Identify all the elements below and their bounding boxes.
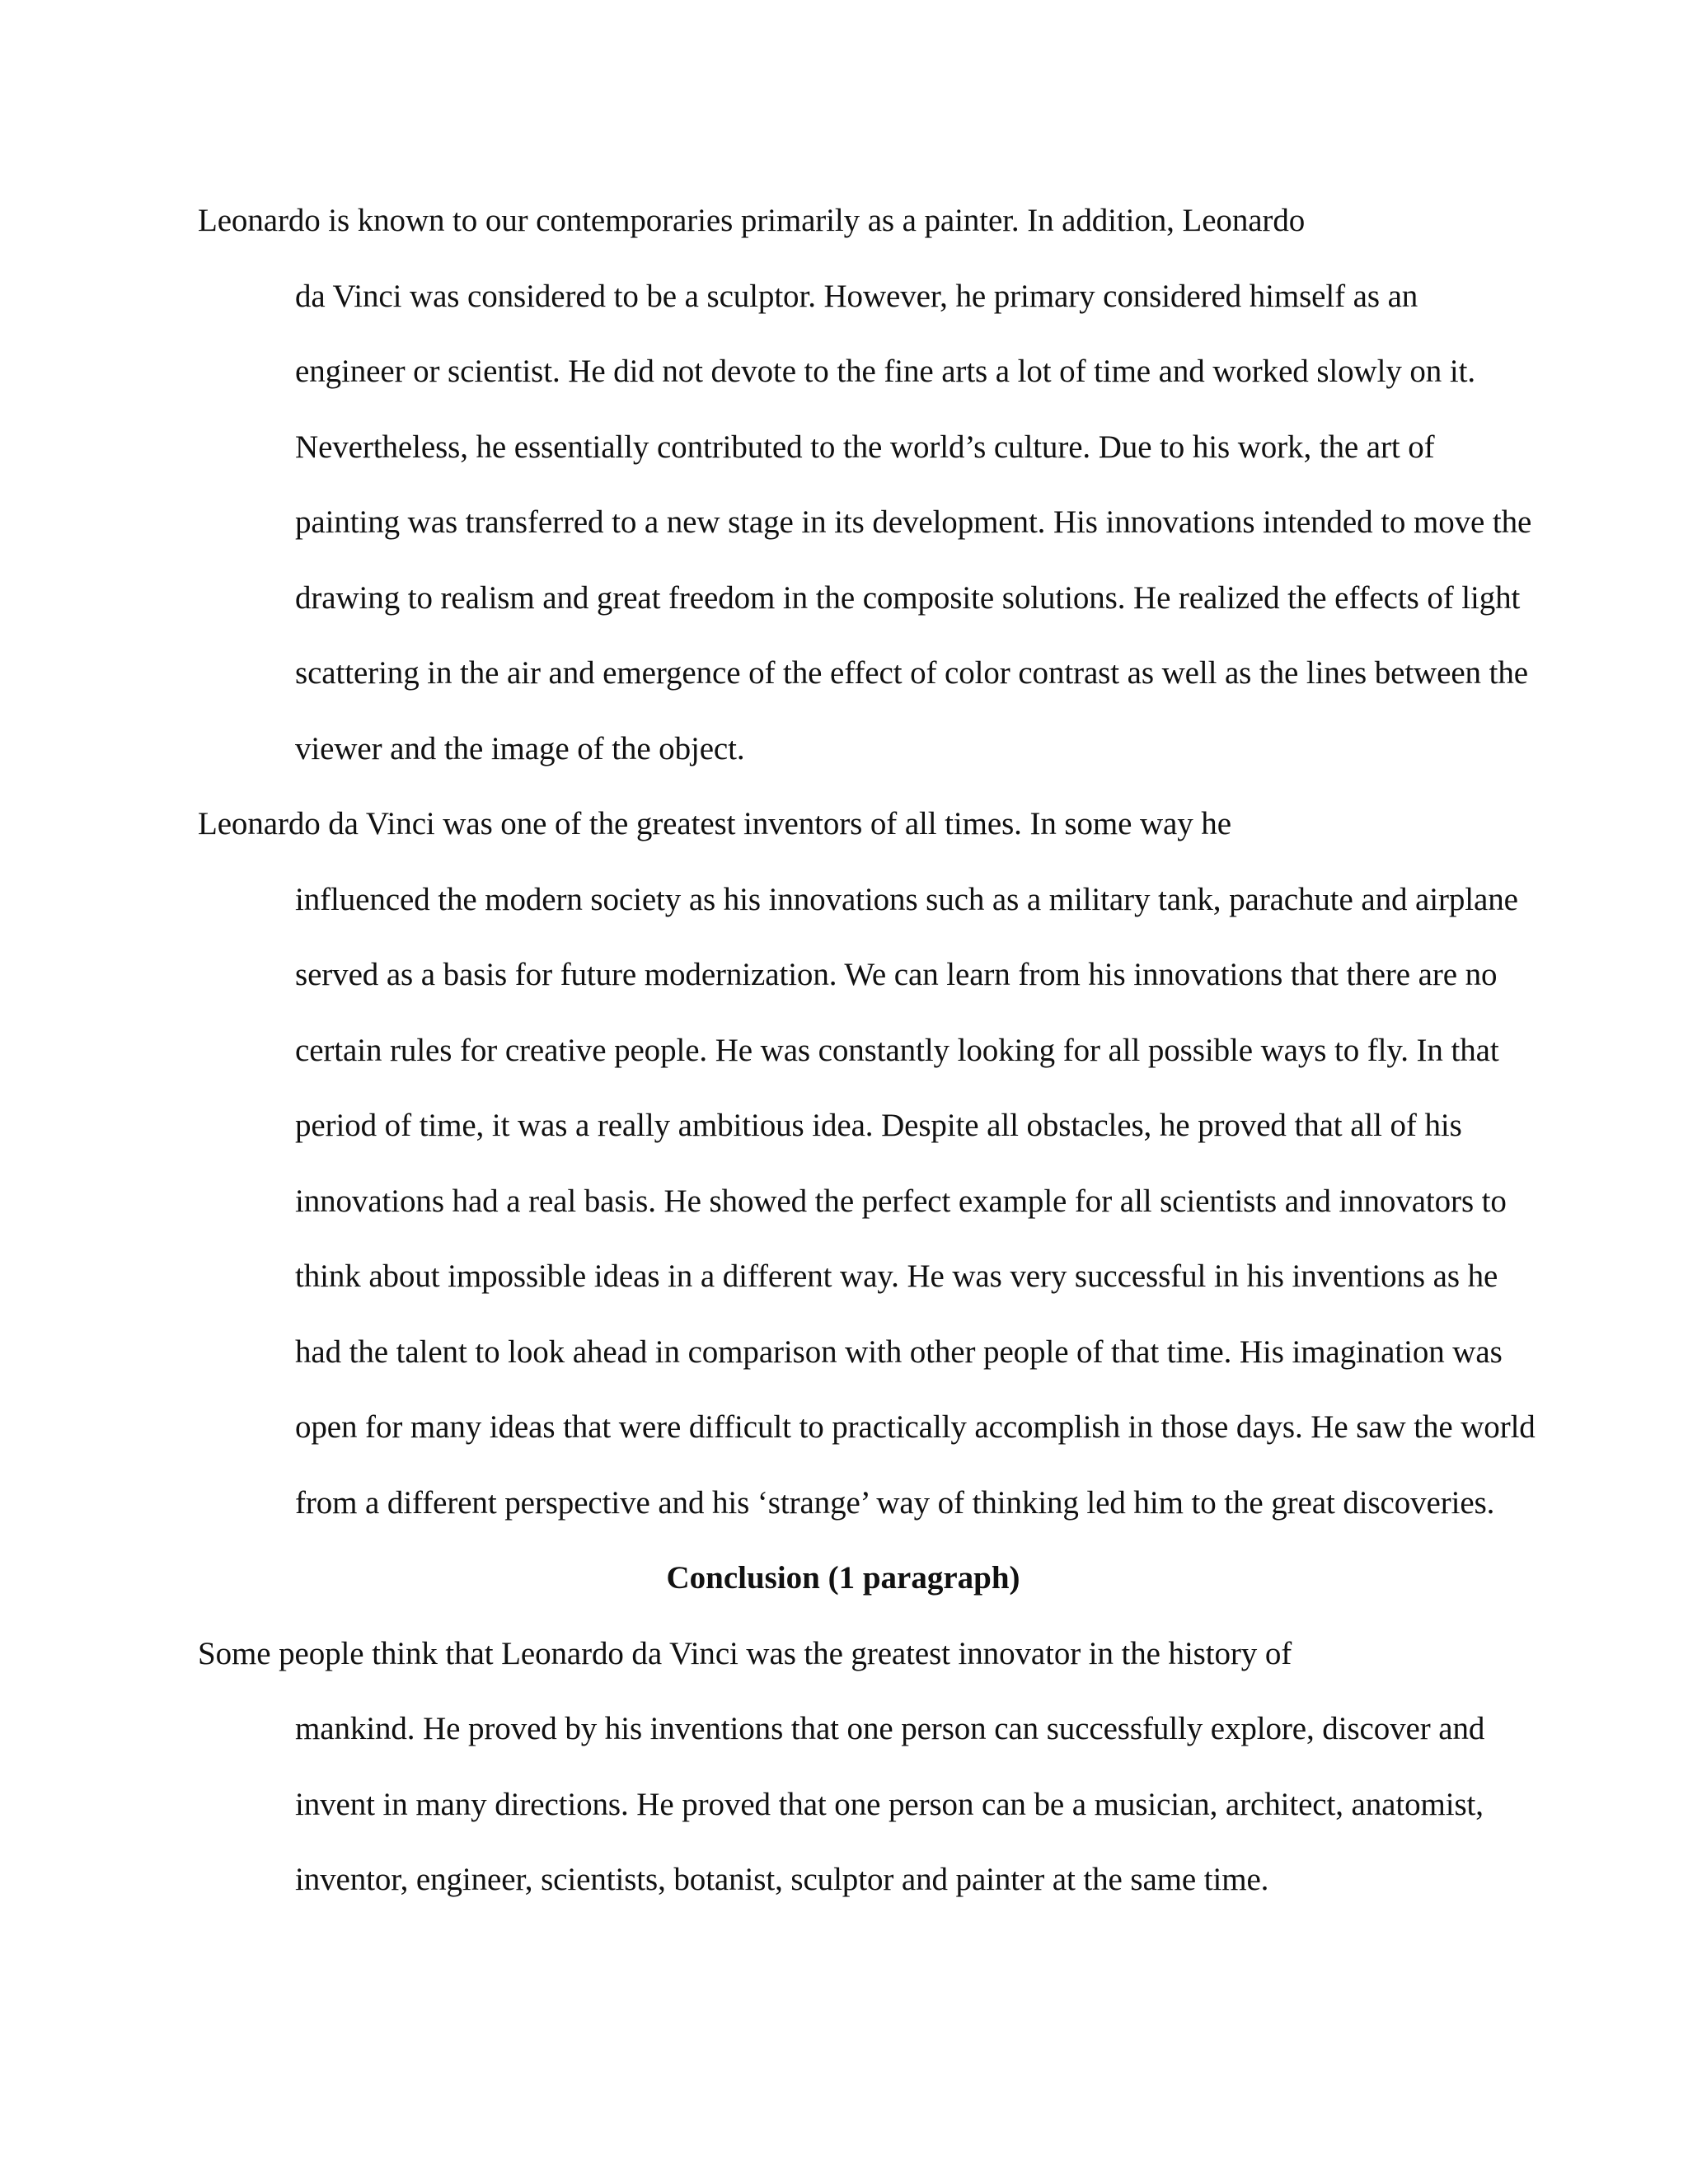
text-line: had the talent to look ahead in comparison with other people of that time. His imagination was	[295, 1333, 1503, 1370]
text-line: viewer and the image of the object.	[295, 730, 745, 766]
text-line: served as a basis for future modernization. We can learn from his innovations that there are no	[295, 957, 1498, 992]
text-line: from a different perspective and his ‘strange’ way of thinking led him to the great discoveries.	[295, 1484, 1495, 1521]
text-line: open for many ideas that were difficult to practically accomplish in those days. He saw the world	[295, 1409, 1536, 1445]
text-line: Leonardo is known to our contemporaries primarily as a painter. In addition, Leonardo	[198, 203, 1306, 238]
text-line: influenced the modern society as his innovations such as a military tank, parachute and airplane	[295, 881, 1518, 917]
text-line: Leonardo da Vinci was one of the greatest inventors of all times. In some way he	[198, 806, 1231, 841]
text-line: mankind. He proved by his inventions that one person can successfully explore, discover and	[295, 1711, 1485, 1746]
text-line: engineer or scientist. He did not devote to the fine arts a lot of time and worked slowly on it.	[295, 354, 1475, 389]
text-line: Nevertheless, he essentially contributed to the world’s culture. Due to his work, the art of	[295, 429, 1435, 465]
document-body	[198, 183, 1536, 1918]
text-line: da Vinci was considered to be a sculptor. However, he primary considered himself as an	[295, 278, 1418, 314]
text-line: Some people think that Leonardo da Vinci was the greatest innovator in the history of	[198, 1635, 1292, 1671]
text-line: think about impossible ideas in a different way. He was very successful in his inventions as he	[295, 1258, 1498, 1294]
text-line: inventor, engineer, scientists, botanist, sculptor and painter at the same time.	[295, 1862, 1269, 1897]
paragraph-conclusion	[198, 1616, 1489, 1918]
text-line: scattering in the air and emergence of the effect of color contrast as well as the lines between the	[295, 655, 1528, 691]
text-line: innovations had a real basis. He showed the perfect example for all scientists and innovators to	[295, 1183, 1507, 1219]
text-line: invent in many directions. He proved that one person can be a musician, architect, anatomist,	[295, 1786, 1484, 1822]
paragraph-inventor	[198, 786, 1536, 1540]
text-line: period of time, it was a really ambitious idea. Despite all obstacles, he proved that all of his	[295, 1108, 1462, 1143]
paragraph-painter	[198, 183, 1532, 786]
text-line: drawing to realism and great freedom in the composite solutions. He realized the effects of light	[295, 579, 1521, 616]
conclusion-heading: Conclusion (1 paragraph)	[666, 1560, 1020, 1596]
text-line: painting was transferred to a new stage in its development. His innovations intended to move the	[295, 504, 1532, 540]
text-line: certain rules for creative people. He was constantly looking for all possible ways to fly. In that	[295, 1032, 1499, 1068]
